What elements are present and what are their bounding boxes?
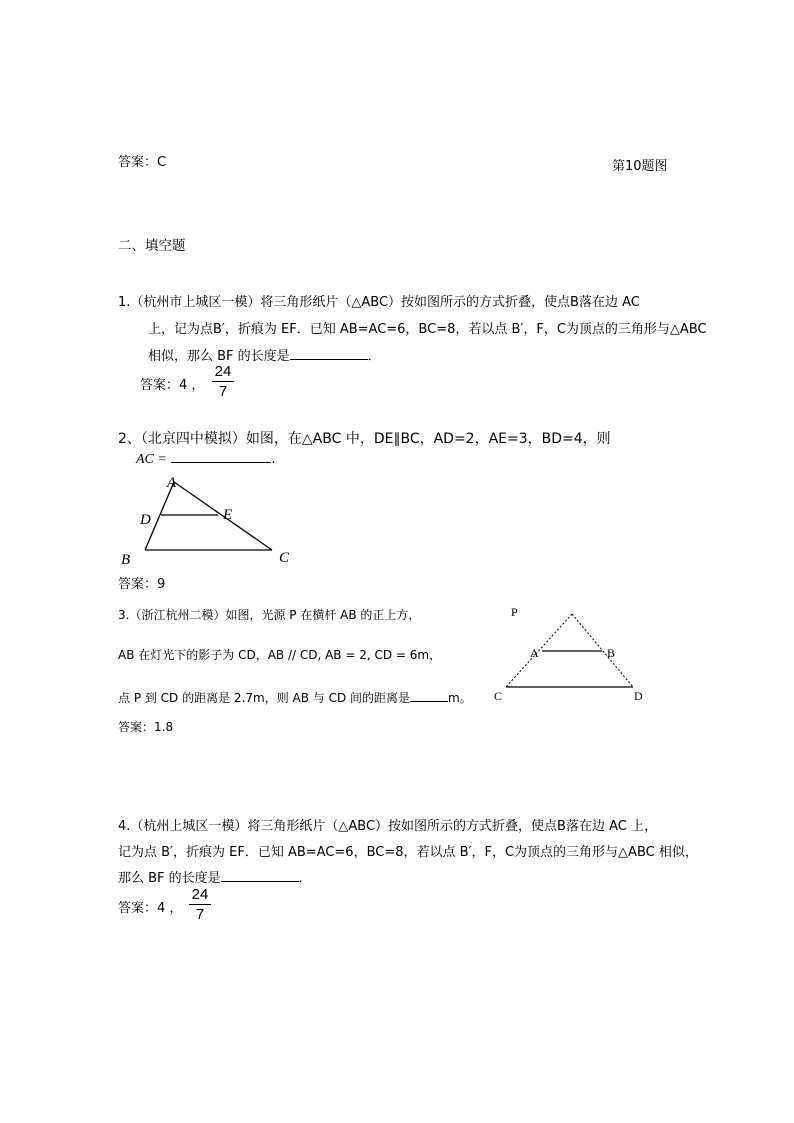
q2-label-c: C (279, 550, 290, 566)
q4-line3 (118, 867, 312, 886)
q3-light-figure (488, 600, 658, 705)
figure-caption: 第10题图 (612, 159, 668, 174)
q2-line2-text: AC = (136, 452, 167, 467)
q3-line2: AB 在灯光下的影子为 CD，AB // CD, AB = 2, CD = 6m， (118, 648, 442, 662)
q4-frac-numerator: 24 (189, 886, 211, 905)
q3-line3-end: m。 (448, 691, 472, 705)
q2-line2-end: . (271, 451, 276, 467)
q4-line3-end: ． (298, 871, 312, 886)
q1-answer-fraction (212, 363, 234, 400)
q3-line3-text: 点 P 到 CD 的距离是 2.7m，则 AB 与 CD 间的距离是 (118, 691, 411, 705)
q4-answer-blank (221, 869, 299, 882)
q3-label-p: P (511, 605, 518, 619)
q3-label-b: B (607, 646, 616, 660)
q2-label-e: E (223, 507, 233, 523)
q1-line3 (148, 345, 381, 364)
q4-line2: 记为点 B′，折痕为 EF．已知 AB=AC=6，BC=8，若以点 B′，F，C为顶点的三角形与△ABC 相似， (118, 845, 698, 860)
q1-frac-numerator: 24 (212, 363, 234, 382)
section-title: 二、填空题 (118, 238, 186, 254)
q3-line3 (118, 689, 472, 706)
q3-answer: 答案：1.8 (118, 720, 174, 734)
q4-answer-fraction (189, 886, 211, 923)
q1-line1: 1.（杭州市上城区一模）将三角形纸片（△ABC）按如图所示的方式折叠，使点B落在边 AC (118, 295, 640, 310)
q2-label-a: A (167, 475, 177, 491)
q1-line3-end: ． (367, 349, 381, 364)
q2-answer-blank (171, 450, 271, 463)
q1-frac-denominator: 7 (218, 383, 228, 400)
q2-label-b: B (121, 552, 131, 568)
q1-answer: 答案：4 ， (140, 378, 205, 393)
q1-line2: 上，记为点B′，折痕为 EF．已知 AB=AC=6，BC=8，若以点 B′，F，C为顶点的三角形与△ABC (148, 322, 707, 337)
q3-line1: 3.（浙江杭州二模）如图，光源 P 在横杆 AB 的正上方， (118, 608, 421, 622)
q4-line1: 4.（杭州上城区一模）将三角形纸片（△ABC）按如图所示的方式折叠，使点B落在边 AC 上， (118, 819, 657, 834)
q2-triangle-figure (112, 470, 312, 570)
answer-top: 答案：C (118, 155, 167, 170)
q4-frac-denominator: 7 (195, 906, 205, 923)
q1-answer-blank (290, 347, 368, 360)
q2-line1: 2、（北京四中模拟）如图，在△ABC 中，DE∥BC，AD=2，AE=3，BD=4，则 (118, 431, 611, 447)
q2-label-d: D (140, 512, 151, 528)
q4-line3-text: 那么 BF 的长度是 (118, 871, 221, 886)
q3-label-d: D (634, 689, 643, 703)
q3-answer-blank (410, 689, 448, 702)
q3-label-c: C (494, 689, 503, 703)
q1-line3-text: 相似，那么 BF 的长度是 (148, 349, 290, 364)
q2-line2 (136, 450, 276, 468)
q3-label-a: A (530, 646, 539, 660)
q2-answer: 答案：9 (118, 577, 166, 592)
q4-answer: 答案：4 ， (118, 901, 183, 916)
